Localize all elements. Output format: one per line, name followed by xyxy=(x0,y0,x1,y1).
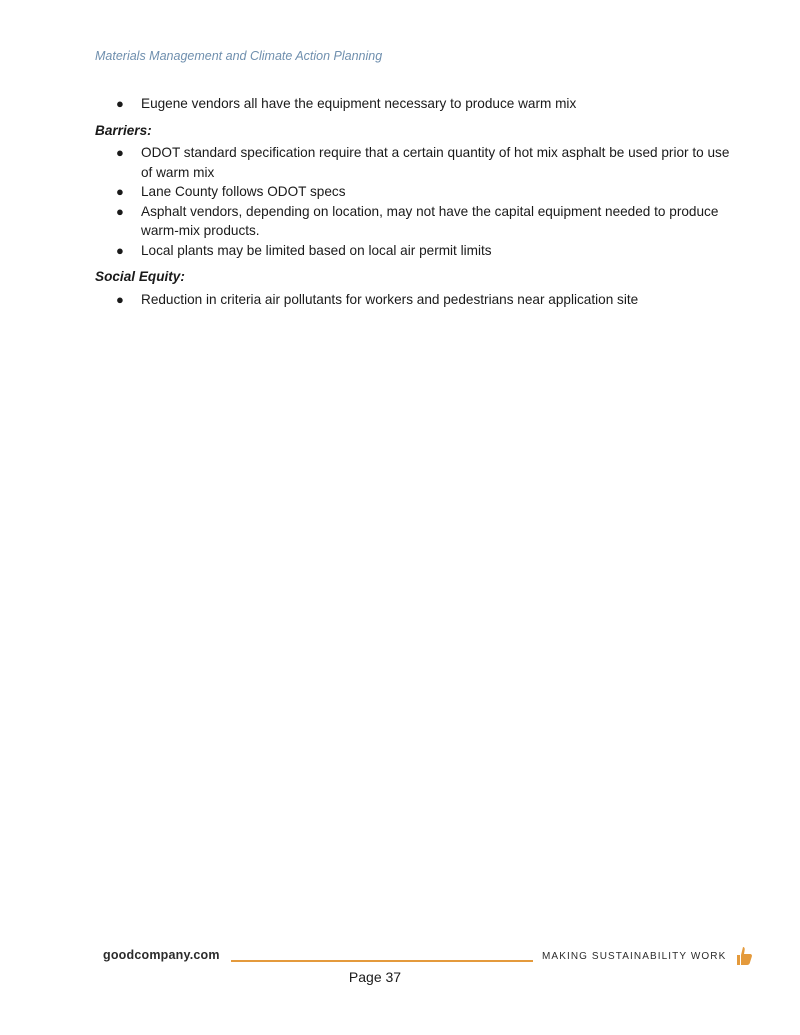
list-item xyxy=(95,290,735,310)
bullet-icon: ● xyxy=(116,291,124,307)
footer-tagline: MAKING SUSTAINABILITY WORK xyxy=(542,951,727,962)
bullet-icon: ● xyxy=(116,96,124,111)
list-item-text: Local plants may be limited based on local air permit limits xyxy=(141,242,492,258)
barriers-heading: Barriers: xyxy=(95,122,152,138)
footer-site-link[interactable]: goodcompany.com xyxy=(103,948,220,962)
social-equity-list xyxy=(95,290,735,310)
bullet-icon: ● xyxy=(116,242,124,258)
list-item-text: Asphalt vendors, depending on location, may not have the capital equipment needed to produce warm-mix products. xyxy=(141,203,719,238)
footer-divider xyxy=(231,960,533,962)
page-number: Page 37 xyxy=(348,969,402,985)
running-header: Materials Management and Climate Action Planning xyxy=(95,49,383,63)
document-body xyxy=(95,94,735,309)
list-item-text: ODOT standard specification require that a certain quantity of hot mix asphalt be used prior to use of warm mix xyxy=(141,145,730,180)
bullet-icon: ● xyxy=(116,145,124,160)
social-equity-heading: Social Equity: xyxy=(95,269,185,284)
list-item-text: Lane County follows ODOT specs xyxy=(141,184,346,199)
page-footer xyxy=(103,946,758,968)
intro-list xyxy=(95,94,735,114)
thumbs-up-icon xyxy=(736,946,754,966)
list-item xyxy=(95,202,735,241)
list-item xyxy=(95,241,735,261)
barriers-list xyxy=(95,143,735,260)
list-item xyxy=(95,143,735,182)
list-item xyxy=(95,182,735,202)
list-item-text: Eugene vendors all have the equipment necessary to produce warm mix xyxy=(141,96,577,111)
bullet-icon: ● xyxy=(116,203,124,219)
list-item-text: Reduction in criteria air pollutants for workers and pedestrians near application site xyxy=(141,291,639,307)
list-item xyxy=(95,94,735,114)
bullet-icon: ● xyxy=(116,184,124,199)
